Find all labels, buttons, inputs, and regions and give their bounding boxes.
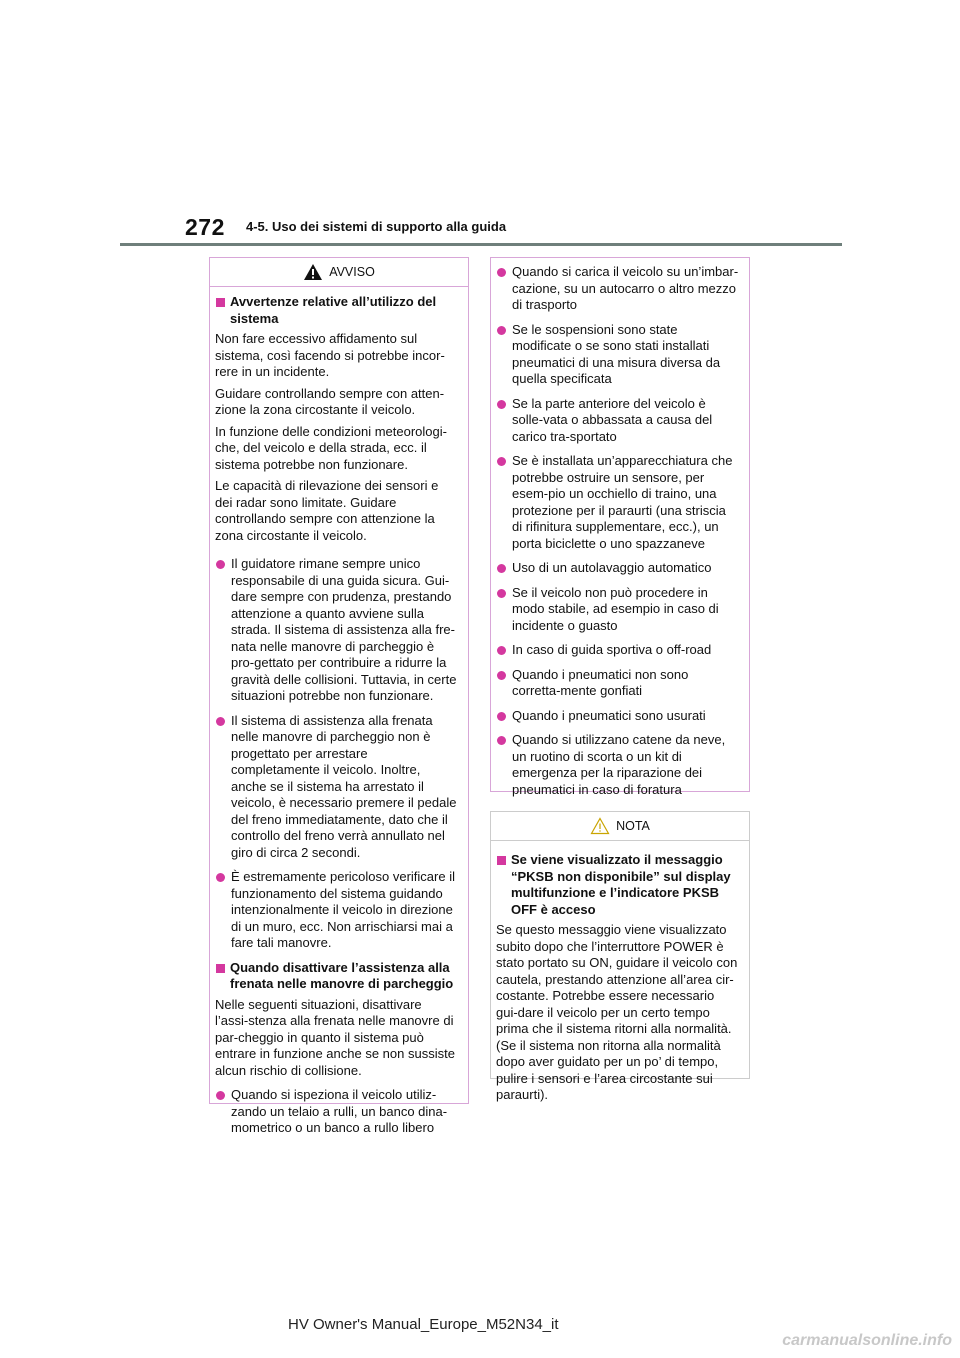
situation-bullet: Quando i pneumatici sono usurati — [496, 708, 739, 725]
situation-bullet: Se le sospensioni sono state modificate o se sono stati installati pneumatici di una misura diversa da quella specificata — [496, 322, 739, 388]
caution-outline-icon — [590, 817, 610, 835]
warning-box — [209, 257, 469, 1135]
warning-bullet: Il sistema di assistenza alla frenata nelle manovre di parcheggio non è progettato per arrestare completamente il veicolo. Inoltre, anche se il sistema ha arrestato il veicolo, è necessario premere il pedale del freno immediatamente, dato che il controllo del freno verrà annullato nel giro di circa 2 secondi. — [215, 713, 458, 862]
situation-bullet: Quando si utilizzano catene da neve, un ruotino di scorta o un kit di emergenza per la riparazione dei pneumatici in caso di foratura — [496, 732, 739, 798]
round-bullet-icon — [497, 564, 506, 573]
situation-bullet: Quando i pneumatici non sono corretta-mente gonfiati — [496, 667, 739, 700]
watermark: carmanualsonline.info — [782, 1332, 952, 1349]
round-bullet-icon — [497, 268, 506, 277]
round-bullet-icon — [497, 712, 506, 721]
note-box-header — [491, 812, 749, 841]
round-bullet-icon — [216, 1091, 225, 1100]
round-bullet-icon — [497, 736, 506, 745]
warning-paragraph: Non fare eccessivo affidamento sul sistema, così facendo si potrebbe incor-rere in un incidente. — [215, 331, 445, 379]
round-bullet-icon — [497, 646, 506, 655]
situation-bullet: Uso di un autolavaggio automatico — [496, 560, 739, 577]
note-label: NOTA — [616, 818, 650, 833]
warning-bullet: Il guidatore rimane sempre unico responsabile di una guida sicura. Gui-dare sempre con prudenza, prestando attenzione a quanto avviene sulla strada. Il sistema di assistenza alla fre-nata nelle manovre di parcheggio è pro-gettato per contribuire a ridurre la gravità delle collisioni. Tuttavia, in certe situazioni potrebbe non funzionare. — [215, 556, 458, 705]
square-bullet-icon — [216, 298, 225, 307]
situation-bullet: Quando si carica il veicolo su un’imbar-cazione, su un autocarro o altro mezzo di trasporto — [496, 264, 739, 314]
round-bullet-icon — [216, 873, 225, 882]
warning-bullet: È estremamente pericoloso verificare il funzionamento del sistema guidando intenzionalmente il veicolo in direzione di un muro, ecc. Non arrischiarsi mai a fare tali manovre. — [215, 869, 458, 952]
warning-heading-2: Quando disattivare l’assistenza alla frenata nelle manovre di parcheggio — [215, 960, 458, 993]
warning-paragraph: Nelle seguenti situazioni, disattivare l’assi-stenza alla frenata nelle manovre di par-cheggio in quanto il sistema può entrare in funzione anche se non sussiste alcun rischio di collisione. — [215, 996, 455, 1078]
note-box — [490, 811, 750, 1102]
warning-paragraph: Le capacità di rilevazione dei sensori e dei radar sono limitate. Guidare controllando sempre con attenzione la zona circostante il veicolo. — [215, 478, 439, 543]
round-bullet-icon — [216, 717, 225, 726]
round-bullet-icon — [497, 589, 506, 598]
warning-label: AVVISO — [329, 264, 375, 279]
page-number: 272 — [185, 214, 225, 240]
square-bullet-icon — [497, 856, 506, 865]
footer-text: HV Owner's Manual_Europe_M52N34_it — [288, 1316, 559, 1333]
square-bullet-icon — [216, 964, 225, 973]
situation-bullet: In caso di guida sportiva o off-road — [496, 642, 739, 659]
round-bullet-icon — [497, 400, 506, 409]
round-bullet-icon — [497, 326, 506, 335]
warning-box-header — [210, 258, 468, 287]
warning-paragraph: In funzione delle condizioni meteorologi-che, del veicolo e della strada, ecc. il sistema potrebbe non funzionare. — [215, 423, 447, 472]
situation-bullet: Se la parte anteriore del veicolo è solle-vata o abbassata a causa del carico tra-sportato — [496, 396, 739, 446]
situation-bullet: Se il veicolo non può procedere in modo stabile, ad esempio in caso di incidente o guasto — [496, 585, 739, 635]
warning-bullet: Quando si ispeziona il veicolo utiliz-zando un telaio a rulli, un banco dina-mometrico o un banco a rullo libero — [215, 1087, 458, 1137]
situation-bullet: Se è installata un’apparecchiatura che potrebbe ostruire un sensore, per esem-pio un occhiello di traino, una protezione per il paraurti (una striscia di rifinitura supplementare, ecc.), un porta biciclette o uno spazzaneve — [496, 453, 739, 552]
warning-box-continued — [490, 257, 750, 797]
round-bullet-icon — [216, 560, 225, 569]
warning-heading-1: Avvertenze relative all’utilizzo del sistema — [215, 294, 458, 327]
warning-paragraph: Guidare controllando sempre con atten-zione la zona circostante il veicolo. — [215, 385, 445, 417]
note-heading: Se viene visualizzato il messaggio “PKSB non disponibile” sul display multifunzione e l’indicatore PKSB OFF è acceso — [496, 852, 739, 918]
round-bullet-icon — [497, 457, 506, 466]
round-bullet-icon — [497, 671, 506, 680]
header-rule — [120, 243, 842, 246]
warning-triangle-icon — [303, 263, 323, 281]
note-paragraph: Se questo messaggio viene visualizzato subito dopo che l’interruttore POWER è stato portato su ON, guidare il veicolo con cautela, prestando attenzione all’area cir-costante. Potrebbe essere necessario gui-dare il veicolo per un certo tempo prima che il sistema ritorni alla normalità. (Se il sistema non ritorna alla normalità dopo aver guidato per un po’ di tempo, pulire i sensori e l’area circostante sui paraurti). — [496, 922, 738, 1102]
section-title: 4-5. Uso dei sistemi di supporto alla guida — [246, 219, 507, 234]
